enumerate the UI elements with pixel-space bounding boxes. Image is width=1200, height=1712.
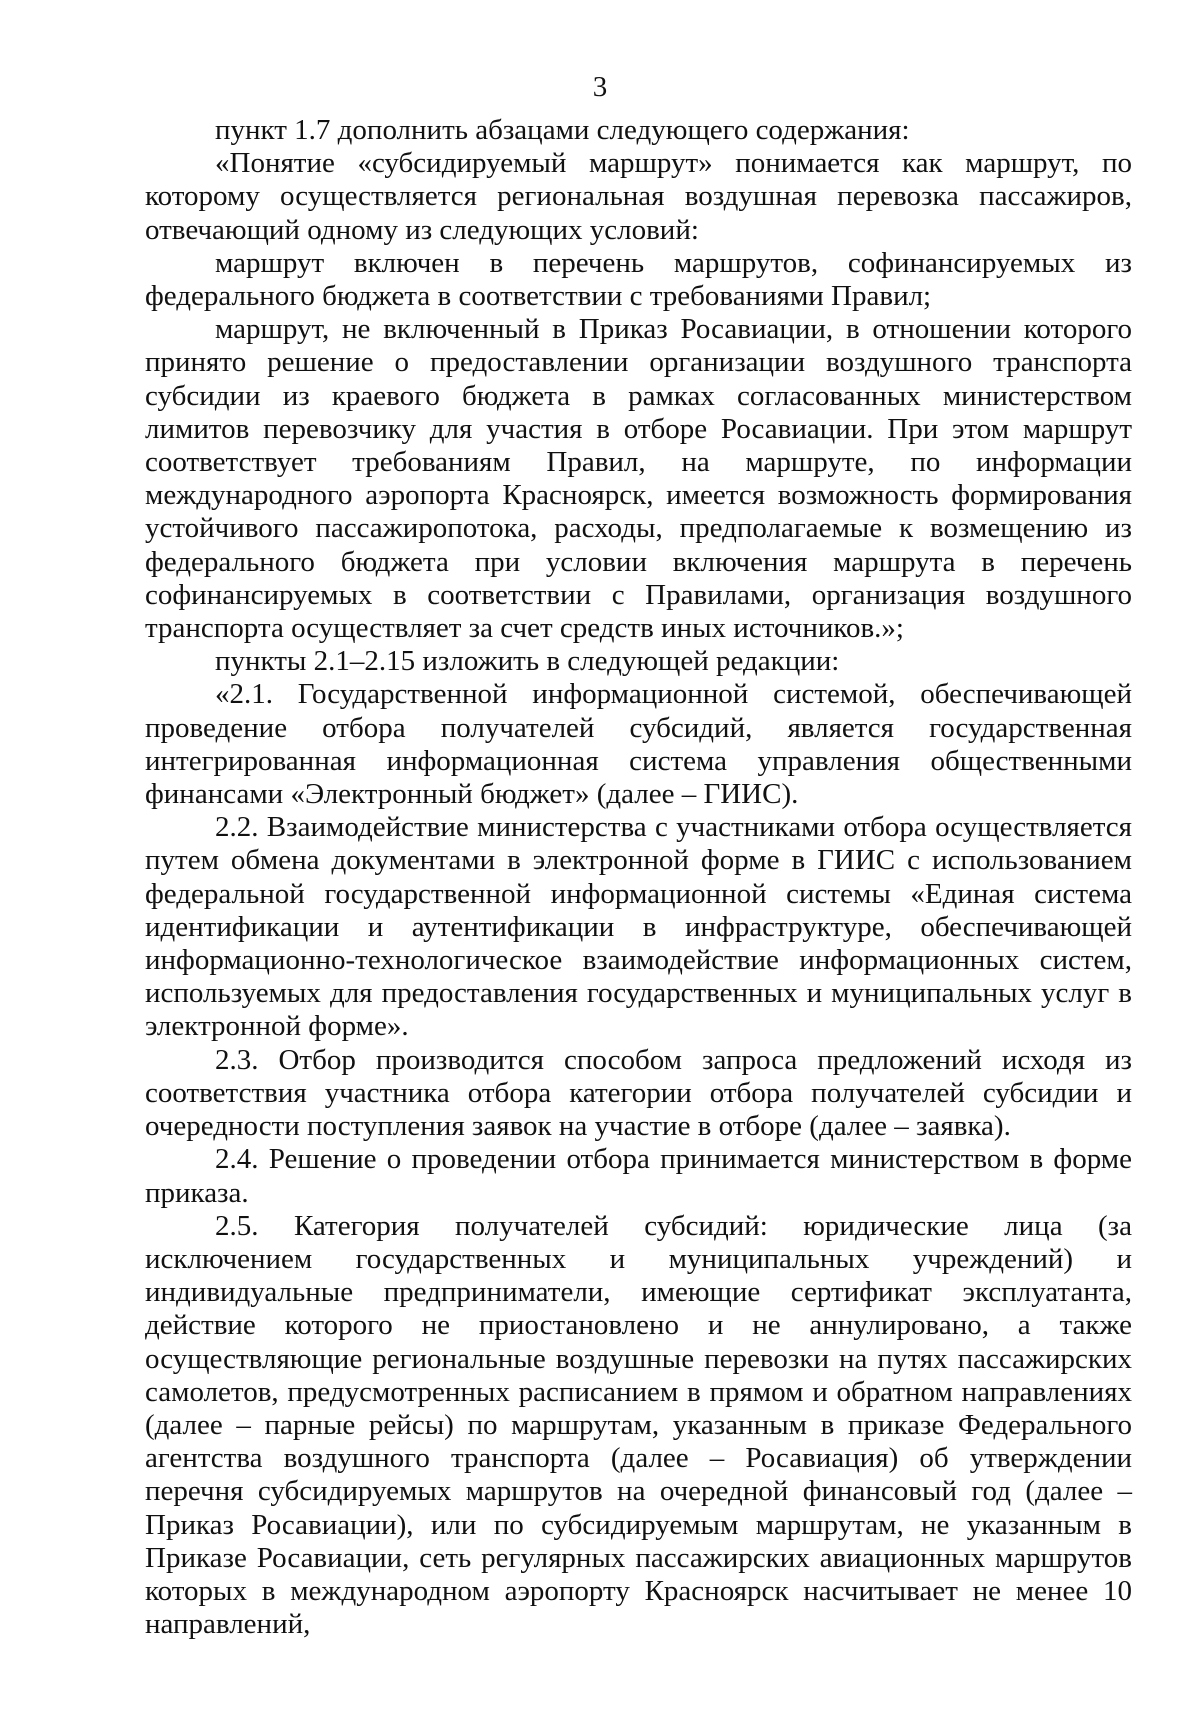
paragraph-item-1-7-intro: пункт 1.7 дополнить абзацами следующего содержания:	[215, 114, 910, 146]
paragraph-route-condition-1: маршрут включен в перечень маршрутов, софинансируемых из федерального бюджета в соответствии с требованиями Правил;	[145, 246, 1132, 313]
paragraph-2-3: 2.3. Отбор производится способом запроса предложений исходя из соответствия участника отбора категории отбора получателей субсидии и очередности поступления заявок на участие в отборе (далее – заявка).	[145, 1043, 1132, 1143]
paragraph-2-2: 2.2. Взаимодействие министерства с участниками отбора осуществляется путем обмена документами в электронной форме в ГИИС с использованием федеральной государственной информационной системы «Единая система идентификации и аутентификации в инфраструктуре, обеспечивающей информационно-технологическое взаимодействие информационных систем, используемых для предоставления государственных и муниципальных услуг в электронной форме».	[145, 811, 1132, 1043]
paragraph-2-5: 2.5. Категория получателей субсидий: юридические лица (за исключением государственных и муниципальных учреждений) и индивидуальные предприниматели, имеющие сертификат эксплуатанта, действие которого не приостановлено и не аннулировано, а также осуществляющие региональные воздушные перевозки на путях пассажирских самолетов, предусмотренных расписанием в прямом и обратном направлениях (далее – парные рейсы) по маршрутам, указанным в приказе Федерального агентства воздушного транспорта (далее – Росавиация) об утверждении перечня субсидируемых маршрутов на очередной финансовый год (далее – Приказ Росавиации), или по субсидируемым маршрутам, не указанным в Приказе Росавиации, сеть регулярных пассажирских авиационных маршрутов которых в международном аэропорту Красноярск насчитывает не менее 10 направлений,	[145, 1209, 1132, 1641]
paragraph-items-2-1-2-15-intro: пункты 2.1–2.15 изложить в следующей редакции:	[215, 645, 840, 678]
paragraph-route-condition-2: маршрут, не включенный в Приказ Росавиации, в отношении которого принято решение о предоставлении организации воздушного транспорта субсидии из краевого бюджета в рамках согласованных министерством лимитов перевозчику для участия в отборе Росавиации. При этом маршрут соответствует требованиям Правил, на маршруте, по информации международного аэропорта Красноярск, имеется возможность формирования устойчивого пассажиропотока, расходы, предполагаемые к возмещению из федерального бюджета при условии включения маршрута в перечень софинансируемых в соответствии с Правилами, организация воздушного транспорта осуществляет за счет средств иных источников.»;	[145, 313, 1132, 645]
document-body	[145, 114, 1132, 1641]
page-number: 3	[592, 71, 608, 103]
paragraph-subsidized-route-definition: «Понятие «субсидируемый маршрут» понимается как маршрут, по которому осуществляется региональная воздушная перевозка пассажиров, отвечающий одному из следующих условий:	[145, 147, 1132, 246]
paragraph-2-4: 2.4. Решение о проведении отбора принимается министерством в форме приказа.	[145, 1143, 1132, 1209]
paragraph-2-1: «2.1. Государственной информационной системой, обеспечивающей проведение отбора получателей субсидий, является государственная интегрированная информационная система управления общественными финансами «Электронный бюджет» (далее – ГИИС).	[145, 678, 1132, 811]
